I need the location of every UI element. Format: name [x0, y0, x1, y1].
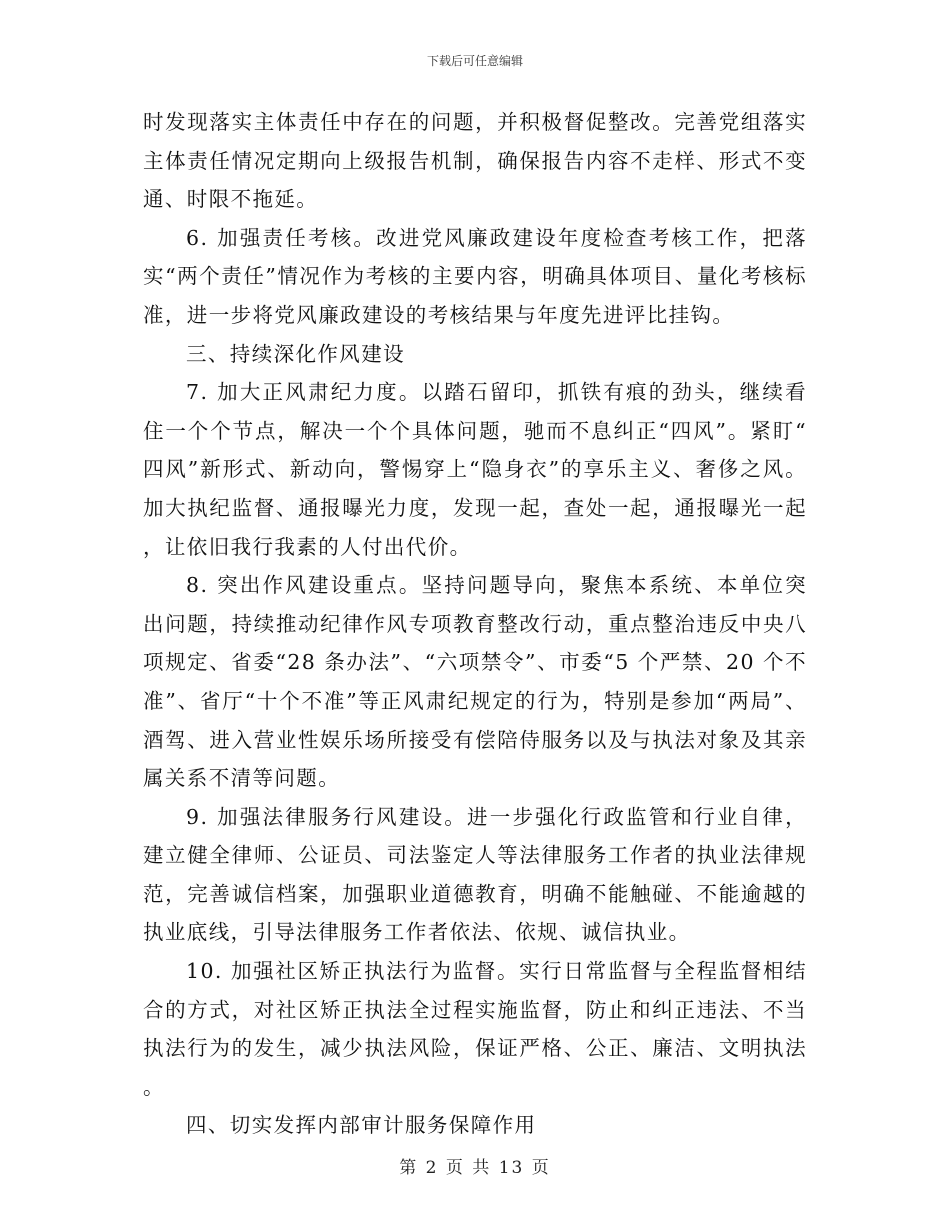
paragraph-item-8: 8. 突出作风建设重点。坚持问题导向，聚焦本系统、本单位突出问题，持续推动纪律作风专项教育整改行动，重点整治违反中央八项规定、省委“28 条办法”、“六项禁令”、市委“5 个严禁、20 个不准”、省厅“十个不准”等正风肃纪规定的行为，特别是参加“两局”、酒驾、进入营业性娱乐场所接受有偿陪侍服务以及与执法对象及其亲属关系不清等问题。: [143, 573, 807, 791]
paragraph-item-7: 7. 加大正风肃纪力度。以踏石留印，抓铁有痕的劲头，继续看住一个个节点，解决一个个具体问题，驰而不息纠正“四风”。紧盯“四风”新形式、新动向，警惕穿上“隐身衣”的享乐主义、奢侈之风。加大执纪监督、通报曝光力度，发现一起，查处一起，通报曝光一起，让依旧我行我素的人付出代价。: [143, 380, 807, 559]
paragraph-item-9: 9. 加强法律服务行风建设。进一步强化行政监管和行业自律，建立健全律师、公证员、司法鉴定人等法律服务工作者的执业法律规范，完善诚信档案，加强职业道德教育，明确不能触碰、不能逾越的执业底线，引导法律服务工作者依法、依规、诚信执业。: [143, 804, 807, 945]
paragraph-item-10: 10. 加强社区矫正执法行为监督。实行日常监督与全程监督相结合的方式，对社区矫正执法全过程实施监督，防止和纠正违法、不当执法行为的发生，减少执法风险，保证严格、公正、廉洁、文明执法。: [143, 959, 807, 1099]
section-heading-3: 三、持续深化作风建设: [186, 341, 405, 366]
page-header-note: 下载后可任意编辑: [426, 54, 523, 68]
paragraph-continuation: 时发现落实主体责任中存在的问题，并积极督促整改。完善党组落实主体责任情况定期向上级报告机制，确保报告内容不走样、形式不变通、时限不拖延。: [143, 110, 807, 212]
document-body: [143, 103, 807, 1145]
paragraph-item-6: 6. 加强责任考核。改进党风廉政建设年度检查考核工作，把落实“两个责任”情况作为考核的主要内容，明确具体项目、量化考核标准，进一步将党风廉政建设的考核结果与年度先进评比挂钩。: [143, 225, 807, 327]
section-heading-4: 四、切实发挥内部审计服务保障作用: [186, 1113, 537, 1138]
page-number: 第 2 页 共 13 页: [399, 1158, 551, 1178]
